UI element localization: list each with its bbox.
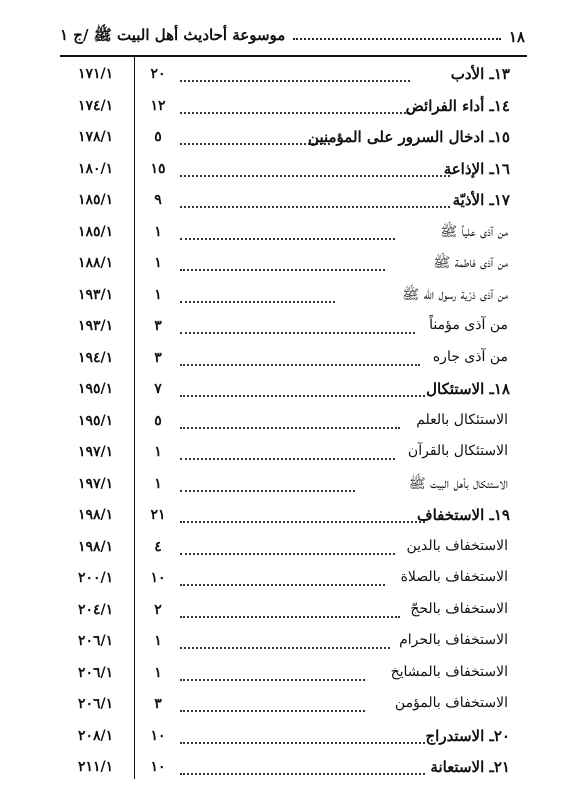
- entry-title: الاستئكال بالعلم: [416, 411, 508, 428]
- page-reference: ١٩٧/١: [78, 444, 114, 460]
- hadith-count: ٣: [154, 318, 162, 334]
- leader-dots: [180, 553, 395, 555]
- hadith-count: ١: [154, 475, 162, 492]
- page-reference: ١٩٥/١: [78, 412, 114, 429]
- leader-dots: [180, 112, 410, 114]
- hadith-count: ٢: [154, 601, 162, 618]
- page-reference: ١٧٨/١: [78, 129, 114, 145]
- leader-dots: [180, 395, 425, 397]
- leader-dots: [180, 584, 385, 586]
- leader-dots: [180, 364, 420, 366]
- page-reference: ١٩٨/١: [78, 507, 114, 523]
- toc-section-row: [0, 501, 580, 532]
- toc-section-row: [0, 60, 580, 91]
- entry-title: ٢١ـ الاستعانة: [430, 758, 510, 776]
- leader-dots: [180, 710, 365, 712]
- page-reference: ٢٠٦/١: [78, 696, 114, 712]
- hadith-count: ٩: [154, 192, 162, 208]
- page-reference: ٢٠٤/١: [78, 601, 114, 618]
- toc-section-row: [0, 155, 580, 186]
- hadith-count: ١٠: [150, 727, 166, 744]
- toc-section-row: [0, 186, 580, 217]
- hadith-count: ١٠: [150, 759, 166, 775]
- hadith-count: ٢١: [150, 507, 166, 523]
- page-reference: ١٨٥/١: [78, 223, 114, 240]
- page-reference: ٢١١/١: [78, 759, 114, 775]
- page-reference: ٢٠٦/١: [78, 633, 114, 649]
- leader-dots: [180, 647, 390, 649]
- leader-dots: [180, 742, 425, 744]
- hadith-count: ٥: [154, 129, 162, 145]
- entry-title: الاستئكال بالقرآن: [407, 443, 508, 459]
- toc-subentry-row: [0, 218, 580, 249]
- page-number: ١٨: [508, 28, 525, 46]
- entry-title: ١٦ـ الإذاعة: [443, 159, 510, 178]
- toc-subentry-row: [0, 690, 580, 721]
- entry-title: من آذى جاره: [432, 348, 508, 365]
- toc-subentry-row: [0, 470, 580, 501]
- leader-dots: [180, 679, 365, 681]
- leader-dots: [180, 773, 425, 775]
- page-reference: ١٩٣/١: [78, 286, 114, 303]
- page-reference: ١٨٨/١: [78, 255, 114, 271]
- leader-dots: [180, 458, 395, 460]
- page-reference: ١٨٥/١: [78, 192, 114, 208]
- leader-dots: [180, 616, 400, 618]
- leader-dots: [180, 269, 385, 271]
- toc-subentry-row: [0, 533, 580, 564]
- toc-section-row: [0, 375, 580, 406]
- leader-dots: [180, 80, 410, 82]
- hadith-count: ٣: [154, 349, 162, 366]
- leader-dots: [180, 301, 335, 303]
- entry-title: الاستخفاف بالدين: [406, 537, 508, 554]
- running-header: [60, 26, 525, 48]
- toc-subentry-row: [0, 312, 580, 343]
- page-reference: ١٩٥/١: [78, 381, 114, 397]
- entry-title: الاستخفاف بالصلاة: [400, 569, 508, 585]
- page-reference: ١٨٠/١: [78, 160, 114, 177]
- toc-section-row: [0, 123, 580, 154]
- toc-subentry-row: [0, 596, 580, 627]
- page-reference: ١٩٧/١: [78, 475, 114, 492]
- entry-title: من آذى علياً ﷺ: [440, 223, 508, 240]
- hadith-count: ١: [154, 286, 162, 303]
- entry-title: من آذى ذرّية رسول الله ﷺ: [402, 286, 508, 303]
- page-reference: ١٧١/١: [78, 66, 114, 82]
- hadith-count: ١٥: [150, 160, 166, 177]
- toc-subentry-row: [0, 344, 580, 375]
- leader-dots: [180, 490, 355, 492]
- page-reference: ٢٠٦/١: [78, 664, 114, 681]
- hadith-count: ٤: [154, 538, 162, 555]
- entry-title: من آذى فاطمة ﷺ: [433, 255, 508, 271]
- toc-subentry-row: [0, 659, 580, 690]
- entry-title: الاستخفاف بالمشايخ: [390, 663, 508, 680]
- hadith-count: ١٢: [150, 97, 166, 114]
- entry-title: الاستئكال بأهل البيت ﷺ: [408, 475, 508, 492]
- header-rule: [60, 55, 527, 57]
- entry-title: ٢٠ـ الاستدراج: [425, 726, 510, 745]
- entry-title: ١٧ـ الأذيّة: [452, 191, 510, 209]
- hadith-count: ١٠: [150, 570, 166, 586]
- entry-title: الاستخفاف بالحرام: [399, 632, 508, 648]
- page-reference: ١٩٤/١: [78, 349, 114, 366]
- page-reference: ٢٠٠/١: [78, 570, 114, 586]
- page-reference: ٢٠٨/١: [78, 727, 114, 744]
- page-reference: ١٩٨/١: [78, 538, 114, 555]
- leader-dots: [180, 332, 415, 334]
- toc-subentry-row: [0, 249, 580, 280]
- header-leader-dots: [293, 38, 501, 40]
- entry-title: الاستخفاف بالحجّ: [410, 600, 508, 617]
- entry-title: ١٣ـ الأدب: [450, 65, 510, 83]
- toc-section-row: [0, 753, 580, 784]
- page-reference: ١٩٣/١: [78, 318, 114, 334]
- toc-subentry-row: [0, 564, 580, 595]
- hadith-count: ١: [154, 444, 162, 460]
- running-title: موسوعة أحاديث أهل البيت ﷺ /ج ١: [60, 26, 286, 44]
- leader-dots: [180, 521, 425, 523]
- hadith-count: ٢٠: [150, 66, 166, 82]
- hadith-count: ٥: [154, 412, 162, 429]
- hadith-count: ٣: [154, 696, 162, 712]
- leader-dots: [180, 206, 450, 208]
- entry-title: ١٥ـ ادخال السرور على المؤمنين: [308, 128, 510, 146]
- entry-title: ١٤ـ أداء الفرائض: [405, 96, 510, 115]
- toc-section-row: [0, 92, 580, 123]
- leader-dots: [180, 238, 395, 240]
- entry-title: ١٨ـ الاستئكال: [426, 380, 510, 398]
- toc-section-row: [0, 722, 580, 753]
- entry-title: من آذى مؤمناً: [429, 317, 508, 333]
- entry-title: ١٩ـ الاستخفاف: [417, 506, 510, 524]
- hadith-count: ١: [154, 633, 162, 649]
- hadith-count: ١: [154, 223, 162, 240]
- toc-subentry-row: [0, 407, 580, 438]
- leader-dots: [180, 427, 400, 429]
- hadith-count: ١: [154, 664, 162, 681]
- toc-subentry-row: [0, 627, 580, 658]
- leader-dots: [180, 175, 450, 177]
- hadith-count: ٧: [154, 381, 162, 397]
- toc-subentry-row: [0, 438, 580, 469]
- hadith-count: ١: [154, 255, 162, 271]
- toc-subentry-row: [0, 281, 580, 312]
- page-reference: ١٧٤/١: [78, 97, 114, 114]
- entry-title: الاستخفاف بالمؤمن: [394, 695, 508, 711]
